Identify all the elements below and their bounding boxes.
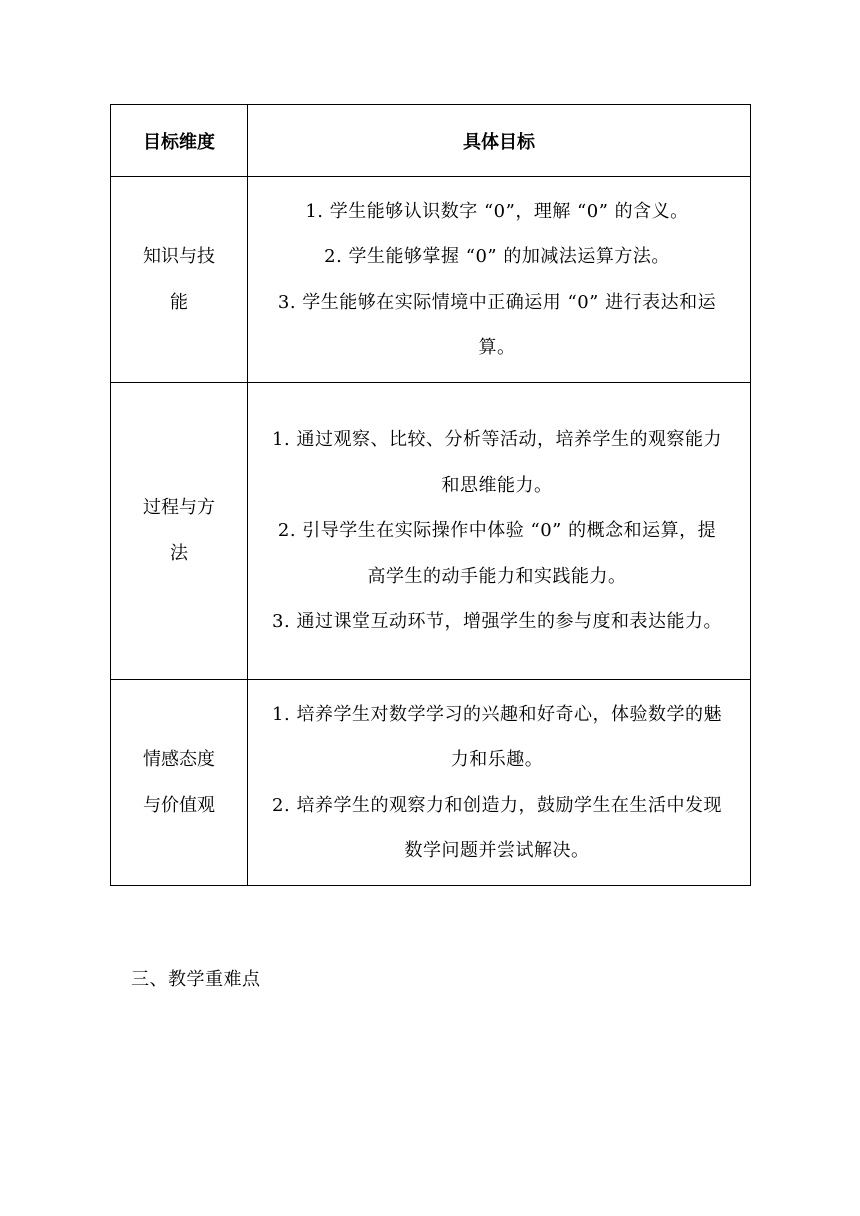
goal-item: 3. 通过课堂互动环节，增强学生的参与度和表达能力。 bbox=[272, 611, 722, 633]
section-heading: 三、教学重难点 bbox=[131, 969, 261, 990]
table-row bbox=[111, 383, 751, 680]
dimension-process-methods bbox=[111, 383, 248, 680]
dimension-label: 过程与方法 bbox=[143, 497, 215, 564]
goals-attitudes-values bbox=[248, 680, 751, 886]
table-row bbox=[111, 680, 751, 886]
goal-item: 1. 通过观察、比较、分析等活动，培养学生的观察能力和思维能力。 bbox=[272, 429, 722, 496]
dimension-label: 知识与技能 bbox=[143, 245, 215, 313]
table-header-row bbox=[111, 105, 751, 177]
goal-item: 1. 培养学生对数学学习的兴趣和好奇心，体验数学的魅力和乐趣。 bbox=[272, 703, 722, 770]
header-dimension: 目标维度 bbox=[111, 105, 248, 177]
goal-item: 2. 学生能够掌握 “0” 的加减法运算方法。 bbox=[324, 246, 670, 267]
dimension-label: 情感态度与价值观 bbox=[143, 748, 215, 816]
goal-item: 2. 培养学生的观察力和创造力，鼓励学生在生活中发现数学问题并尝试解决。 bbox=[272, 794, 722, 861]
goal-item: 1. 学生能够认识数字 “0”，理解 “0” 的含义。 bbox=[305, 200, 689, 222]
dimension-attitudes-values bbox=[111, 680, 248, 886]
dimension-knowledge-skills bbox=[111, 177, 248, 383]
goal-item: 3. 学生能够在实际情境中正确运用 “0” 进行表达和运算。 bbox=[277, 291, 717, 358]
goal-item: 2. 引导学生在实际操作中体验 “0” 的概念和运算，提高学生的动手能力和实践能力。 bbox=[277, 520, 717, 587]
objectives-table bbox=[110, 104, 751, 886]
goals-knowledge-skills bbox=[248, 177, 751, 383]
table-row bbox=[111, 177, 751, 383]
header-goals: 具体目标 bbox=[248, 105, 751, 177]
goals-process-methods bbox=[248, 383, 751, 680]
